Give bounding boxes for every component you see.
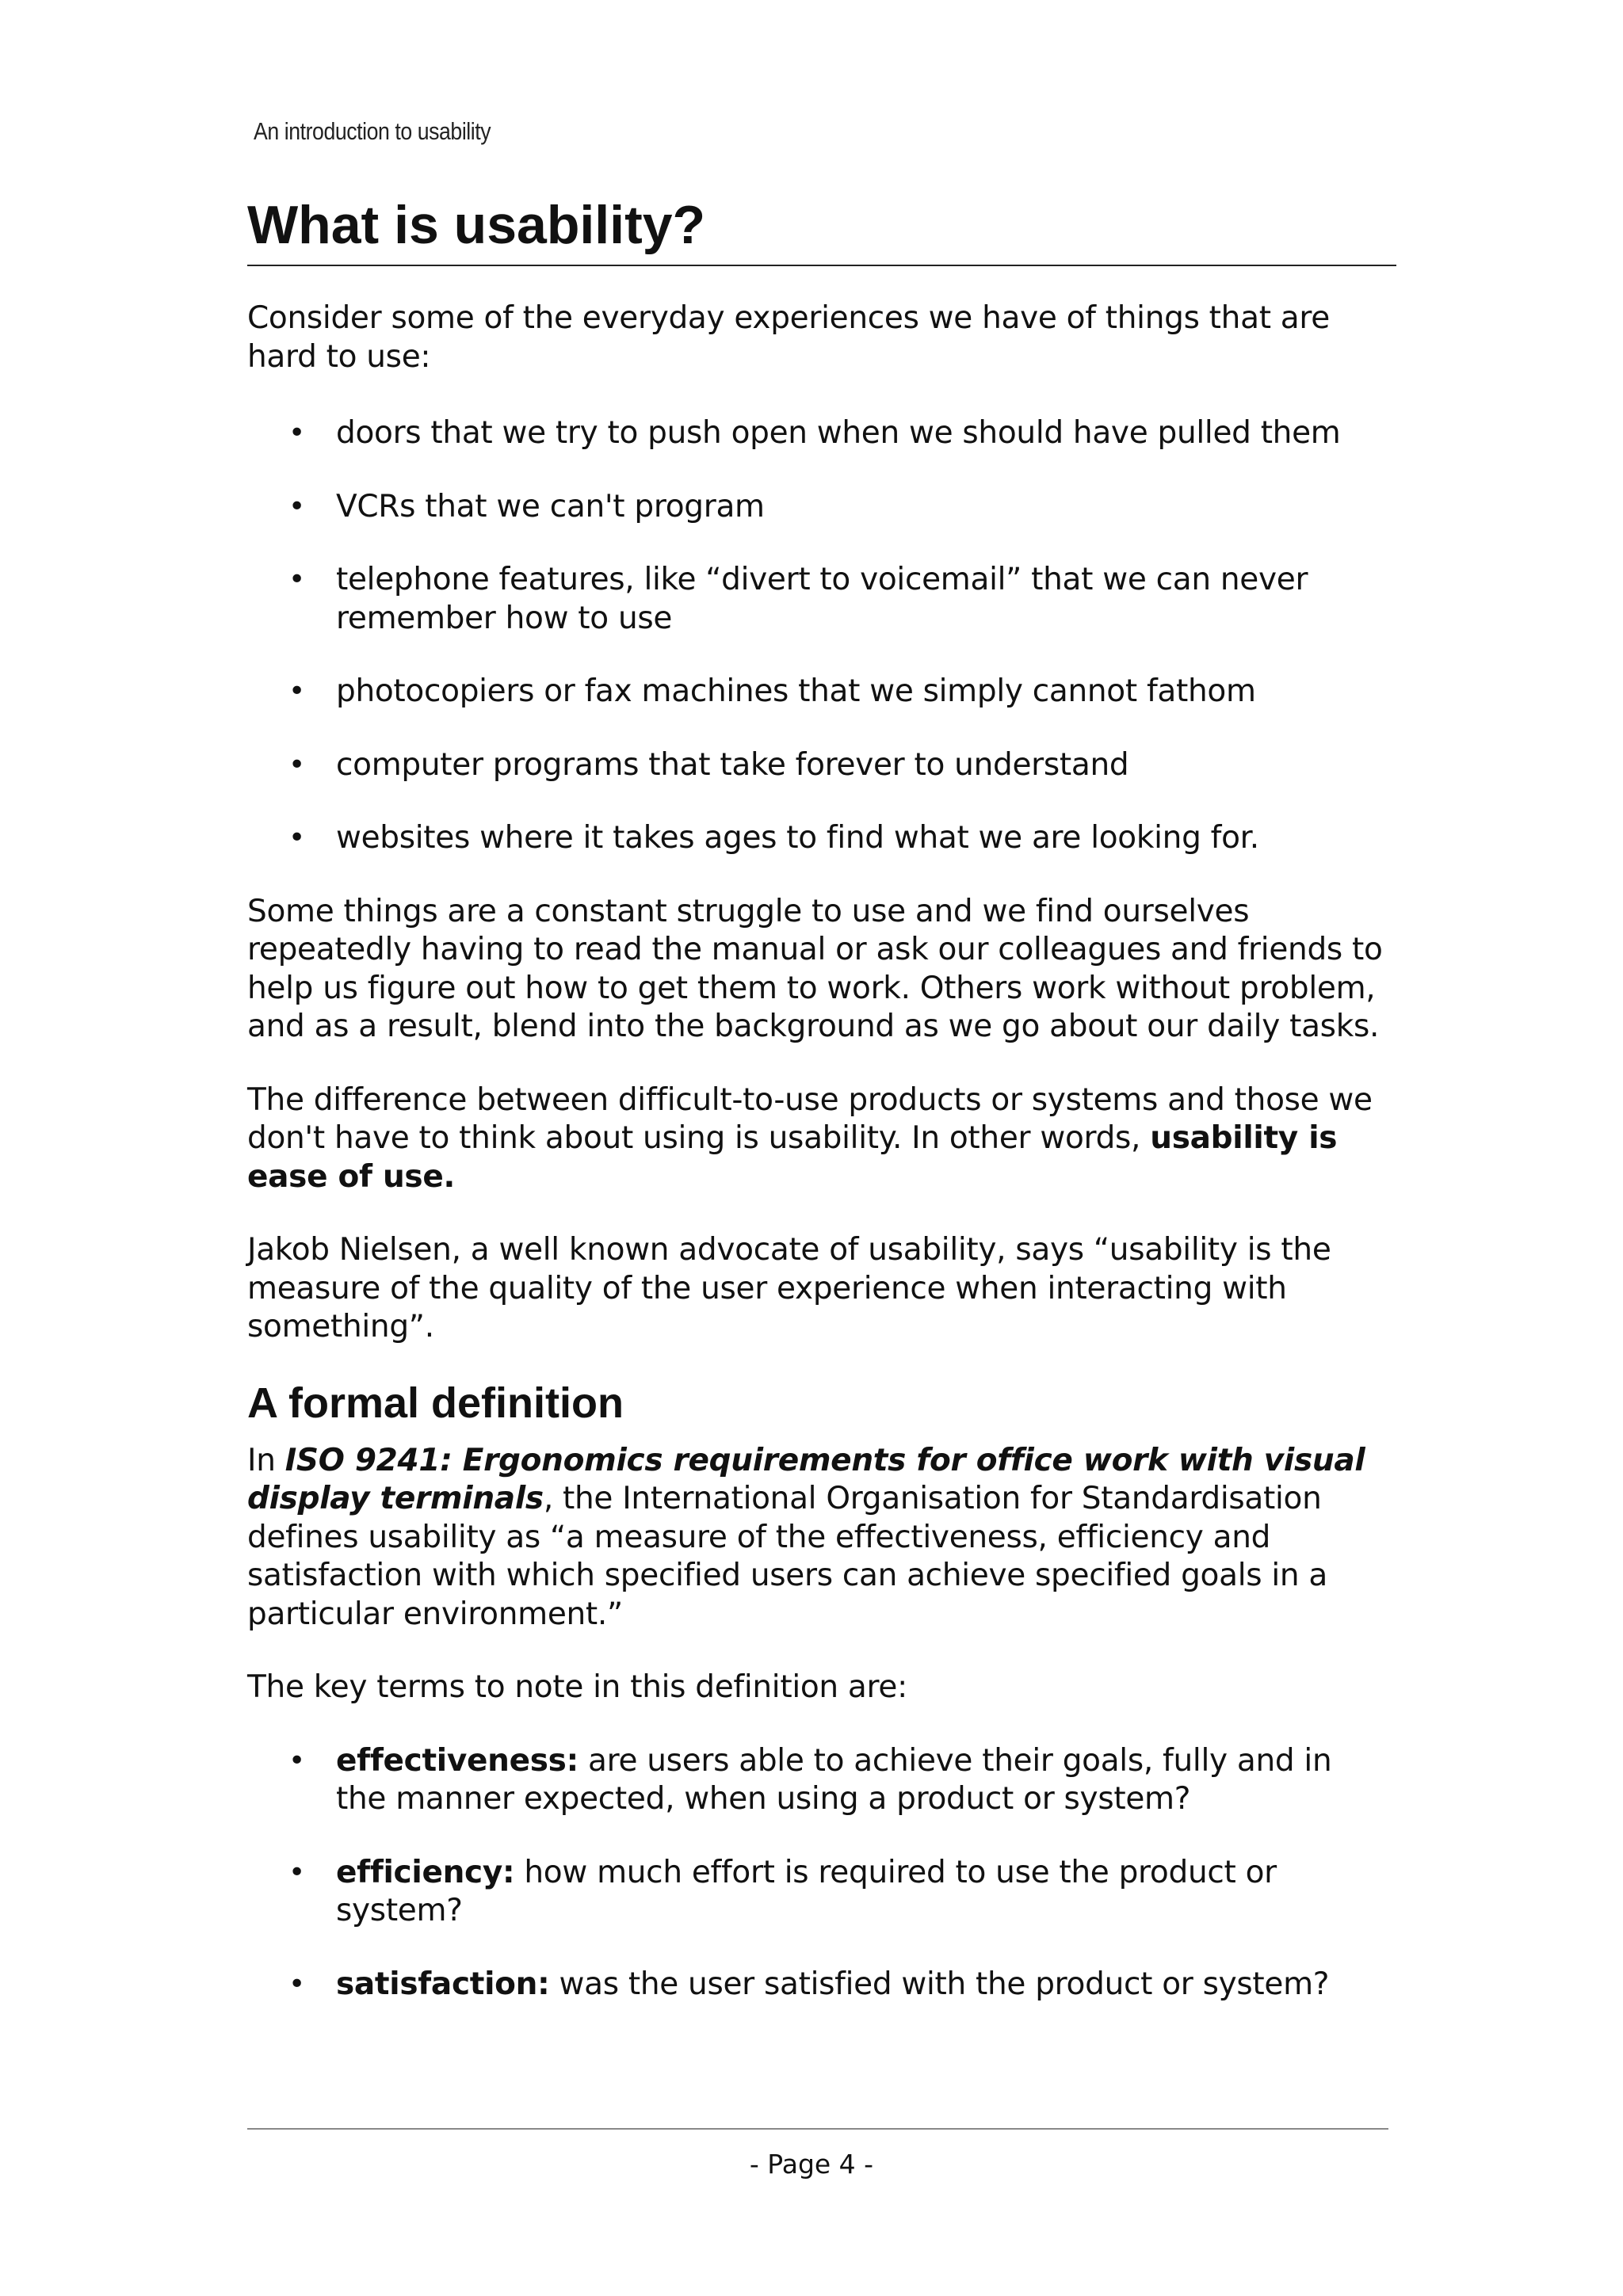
list-item-text: photocopiers or fax machines that we simply cannot fathom (336, 673, 1256, 709)
examples-list (247, 414, 1388, 858)
struggle-paragraph: Some things are a constant struggle to use and we find ourselves repeatedly having to read the manual or ask our colleagues and friends to help us figure out how to get them to work. Others work without problem, and as a result, blend into the background as we go about our daily tasks. (247, 893, 1383, 1044)
iso-prefix: In (247, 1442, 285, 1478)
key-terms-intro: The key terms to note in this definition are: (247, 1669, 907, 1705)
bullet-icon: • (288, 1967, 305, 2000)
section-heading: A formal definition (247, 1379, 624, 1427)
footer-divider (247, 2128, 1388, 2130)
list-item-text: websites where it takes ages to find what we are looking for. (336, 820, 1259, 856)
bullet-icon: • (288, 1855, 305, 1889)
bullet-icon: • (288, 748, 305, 781)
page-content (247, 195, 1388, 2039)
list-item-text: telephone features, like “divert to voicemail” that we can never remember how to use (336, 562, 1308, 636)
bullet-icon: • (288, 563, 305, 596)
term-description: how much effort is required to use the product or system? (336, 1854, 1277, 1928)
page-number: - Page 4 - (749, 2149, 874, 2180)
bullet-icon: • (288, 1744, 305, 1777)
running-header: An introduction to usability (254, 117, 491, 145)
key-terms-list (247, 1742, 1388, 2004)
page-title: What is usability? (247, 198, 1396, 266)
list-item (247, 673, 1388, 711)
list-item (247, 1742, 1388, 1819)
bullet-icon: • (288, 675, 305, 707)
term-label: satisfaction: (336, 1966, 550, 2002)
list-item (247, 414, 1388, 453)
intro-paragraph: Consider some of the everyday experiences we have of things that are hard to use: (247, 300, 1330, 375)
iso-standard-title: ISO 9241: Ergonomics requirements for office work with visual display terminals (247, 1442, 1365, 1516)
bullet-icon: • (288, 490, 305, 523)
term-description: are users able to achieve their goals, fully and in the manner expected, when using a product or system? (336, 1742, 1332, 1817)
difference-text: The difference between difficult-to-use products or systems and those we don't have to think about using is usability. In other words, (247, 1081, 1373, 1156)
difference-paragraph (247, 1081, 1388, 1197)
list-item-text: VCRs that we can't program (336, 488, 765, 524)
list-item (247, 561, 1388, 638)
list-item (247, 819, 1388, 858)
list-item (247, 1854, 1388, 1931)
term-label: efficiency: (336, 1854, 515, 1890)
iso-definition: , the International Organisation for Standardisation defines usability as “a measure of the effectiveness, efficiency and satisfaction with which specified users can achieve specified goals in a particular environment.” (247, 1481, 1328, 1632)
list-item-text: computer programs that take forever to understand (336, 746, 1129, 783)
iso-paragraph (247, 1442, 1388, 1634)
usability-definition-emphasis: usability is ease of use. (247, 1120, 1338, 1195)
list-item-text: doors that we try to push open when we should have pulled them (336, 415, 1341, 451)
bullet-icon: • (288, 822, 305, 854)
list-item (247, 1966, 1388, 2004)
list-item (247, 746, 1388, 785)
nielsen-paragraph: Jakob Nielsen, a well known advocate of usability, says “usability is the measure of the quality of the user experience when interacting with something”. (247, 1232, 1331, 1344)
term-description: was the user satisfied with the product or system? (549, 1966, 1330, 2002)
list-item (247, 488, 1388, 527)
bullet-icon: • (288, 417, 305, 449)
term-label: effectiveness: (336, 1742, 579, 1779)
